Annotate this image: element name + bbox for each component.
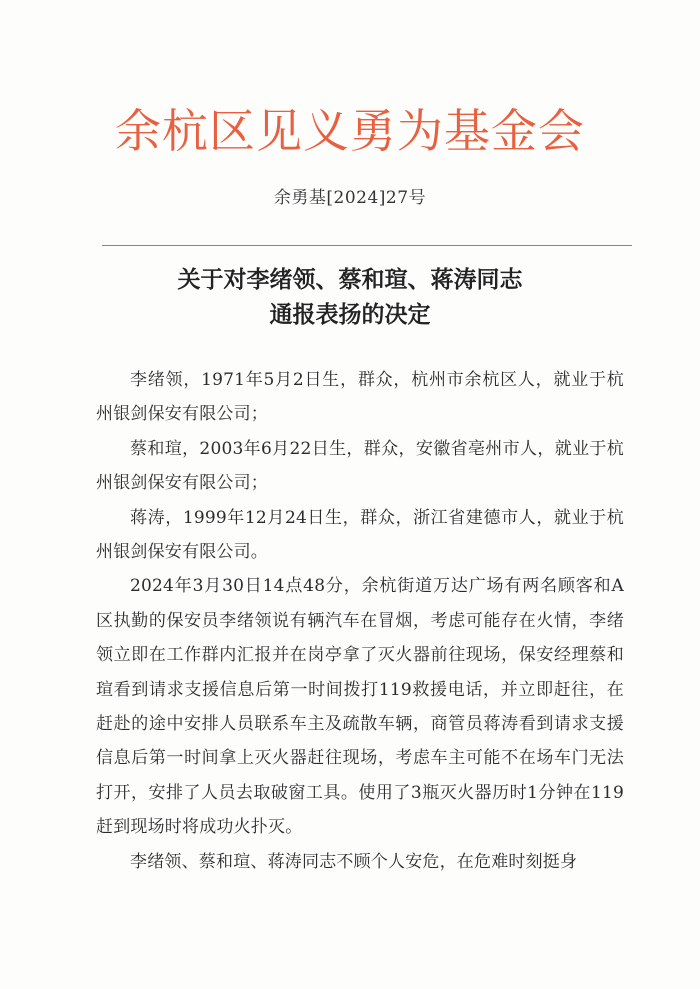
paragraph-commendation: 李绪领、蔡和瑄、蒋涛同志不顾个人安危，在危难时刻挺身 <box>130 851 578 872</box>
document-body <box>96 363 624 879</box>
header-divider-line <box>102 245 632 246</box>
paragraph-li-xuling-bio: 李绪领，1971年5月2日生，群众，杭州市余杭区人，就业于杭州银剑保安有限公司； <box>96 370 624 425</box>
document-title-line-1: 关于对李绪领、蔡和瑄、蒋涛同志 <box>177 266 523 293</box>
document-title-line-2: 通报表扬的决定 <box>269 301 431 328</box>
paragraph-cai-hexuan-bio: 蔡和瑄，2003年6月22日生，群众，安徽省亳州市人，就业于杭州银剑保安有限公司； <box>96 438 624 494</box>
document-title <box>0 262 700 332</box>
paragraph-incident-account: 2024年3月30日14点48分，余杭街道万达广场有两名顾客和A区执勤的保安员李绪领说有辆汽车在冒烟，考虑可能存在火情，李绪领立即在工作群内汇报并在岗亭拿了灭火器前往现场，保安经理蔡和瑄看到请求支援信息后第一时间拨打119救援电话，并立即赶往，在赶赴的途中安排人员联系车主及疏散车辆，商管员蒋涛看到请求支援信息后第一时间拿上灭火器赶往现场，考虑车主可能不在场车门无法打开，安排了人员去取破窗工具。使用了3瓶灭火器历时1分钟在119赶到现场时将成功火扑灭。 <box>96 576 624 838</box>
organization-header: 余杭区见义勇为基金会 <box>115 104 585 158</box>
paragraph-jiang-tao-bio: 蒋涛，1999年12月24日生，群众，浙江省建德市人，就业于杭州银剑保安有限公司。 <box>96 507 624 563</box>
document-number: 余勇基[2024]27号 <box>273 188 427 208</box>
